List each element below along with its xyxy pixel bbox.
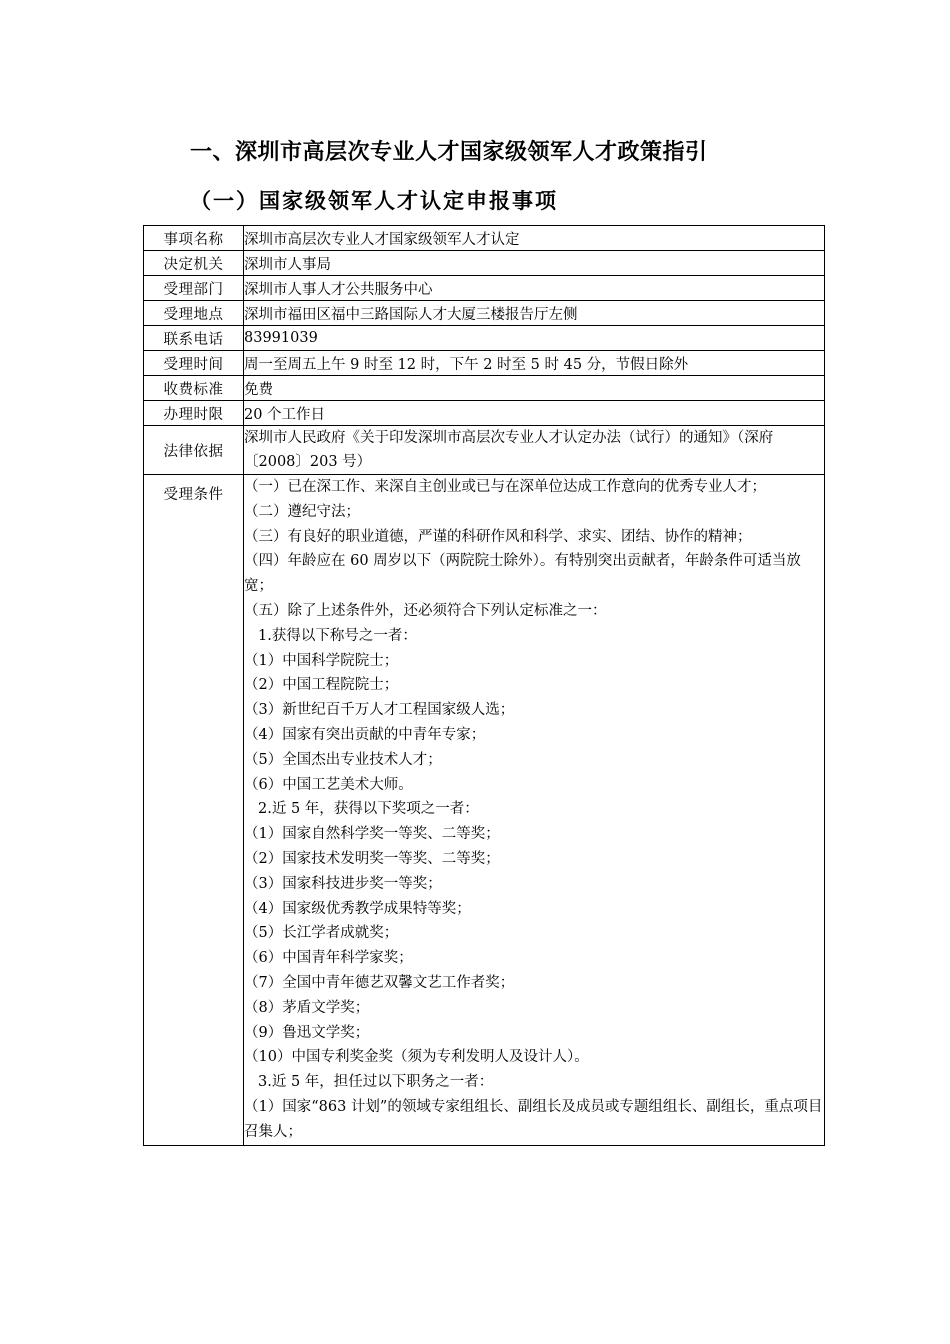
row-value: 20 个工作日 [244, 401, 825, 426]
condition-line: （4）国家有突出贡献的中青年专家； [244, 726, 486, 743]
table-row [144, 251, 825, 276]
condition-line: （五）除了上述条件外，还必须符合下列认定标准之一： [244, 602, 607, 619]
table-row [144, 326, 825, 351]
row-label: 受理时间 [144, 351, 244, 376]
condition-line: （9）鲁迅文学奖； [244, 1024, 370, 1041]
condition-line: （3）新世纪百千万人才工程国家级人选； [244, 702, 515, 719]
condition-heading: 3.近 5 年，担任过以下职务之一者： [258, 1074, 494, 1091]
row-value: 深圳市人民政府《关于印发深圳市高层次专业人才认定办法（试行）的通知》（深府〔2008〕203 号） [244, 426, 825, 475]
row-label: 决定机关 [144, 251, 244, 276]
condition-line: （6）中国青年科学家奖； [244, 950, 413, 967]
condition-line: （5）长江学者成就奖； [244, 925, 399, 942]
table-row [144, 426, 825, 475]
conditions-row [144, 475, 825, 1146]
condition-line: （10）中国专利奖金奖（须为专利发明人及设计人）。 [244, 1049, 589, 1066]
section-subtitle: （一）国家级领军人才认定申报事项 [190, 189, 558, 213]
condition-line: （1）国家“863 计划”的领域专家组组长、副组长及成员或专题组组长、副组长，重点项目召集人； [244, 1098, 823, 1140]
conditions-label: 受理条件 [144, 475, 244, 1146]
row-label: 事项名称 [144, 226, 244, 251]
condition-line: （1）中国科学院院士； [244, 652, 399, 669]
table-row [144, 376, 825, 401]
condition-heading: 2.近 5 年，获得以下奖项之一者： [258, 801, 479, 818]
row-value: 深圳市人事局 [244, 251, 825, 276]
condition-line: （4）国家级优秀教学成果特等奖； [244, 900, 471, 917]
conditions-list [244, 475, 825, 1146]
condition-line: （二）遵纪守法； [244, 503, 360, 520]
condition-line: （8）茅盾文学奖； [244, 999, 370, 1016]
condition-line: （四）年龄应在 60 周岁以下（两院院士除外）。有特别突出贡献者，年龄条件可适当放宽； [244, 553, 801, 595]
condition-line: （一）已在深工作、来深自主创业或已与在深单位达成工作意向的优秀专业人才； [244, 479, 766, 495]
row-label: 联系电话 [144, 326, 244, 351]
table-row [144, 351, 825, 376]
row-label: 受理地点 [144, 301, 244, 326]
condition-line: （6）中国工艺美术大师。 [244, 776, 413, 793]
row-value: 免费 [244, 376, 825, 401]
condition-line: （5）全国杰出专业技术人才； [244, 751, 442, 768]
condition-heading: 1.获得以下称号之一者： [258, 627, 417, 644]
table-row [144, 226, 825, 251]
row-label: 法律依据 [144, 426, 244, 475]
row-value: 83991039 [244, 326, 825, 351]
table-row [144, 401, 825, 426]
row-label: 办理时限 [144, 401, 244, 426]
row-value: 深圳市人事人才公共服务中心 [244, 276, 825, 301]
condition-line: （7）全国中青年德艺双馨文艺工作者奖； [244, 974, 515, 991]
condition-line: （2）国家技术发明奖一等奖、二等奖； [244, 850, 500, 867]
row-label: 收费标准 [144, 376, 244, 401]
condition-line: （3）国家科技进步奖一等奖； [244, 875, 442, 892]
table-row [144, 301, 825, 326]
row-value: 周一至周五上午 9 时至 12 时，下午 2 时至 5 时 45 分，节假日除外 [244, 351, 825, 376]
table-row [144, 276, 825, 301]
condition-line: （三）有良好的职业道德，严谨的科研作风和科学、求实、团结、协作的精神； [244, 528, 752, 545]
row-label: 受理部门 [144, 276, 244, 301]
policy-table [143, 225, 825, 1146]
row-value: 深圳市高层次专业人才国家级领军人才认定 [244, 226, 825, 251]
condition-line: （1）国家自然科学奖一等奖、二等奖； [244, 826, 500, 843]
row-value: 深圳市福田区福中三路国际人才大厦三楼报告厅左侧 [244, 301, 825, 326]
page-title: 一、深圳市高层次专业人才国家级领军人才政策指引 [190, 140, 708, 165]
condition-line: （2）中国工程院院士； [244, 677, 399, 694]
